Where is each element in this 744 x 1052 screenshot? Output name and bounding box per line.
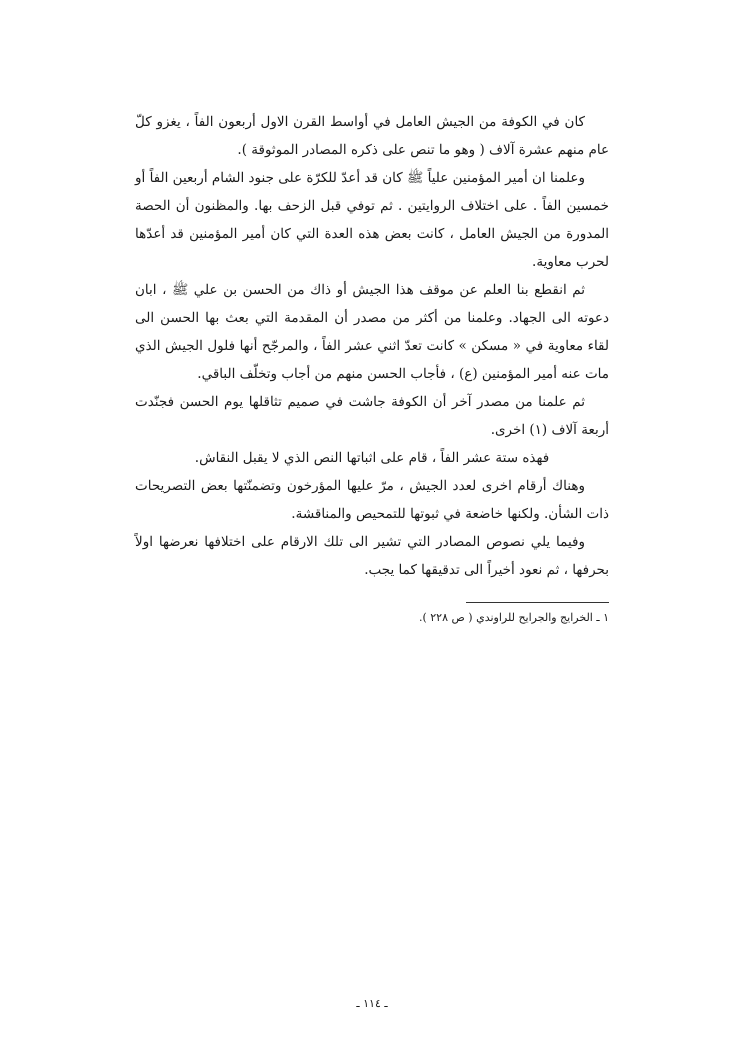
- paragraph-4: ثم علمنا من مصدر آخر أن الكوفة جاشت في صميم تثاقلها يوم الحسن فجنّدت أربعة آلاف (١) اخرى.: [135, 394, 609, 438]
- paragraph-7: وفيما يلي نصوص المصادر التي تشير الى تلك الارقام على اختلافها نعرضها اولاً بحرفها ، ثم نعود أخيراً الى تدقيقها كما يجب.: [135, 534, 609, 578]
- paragraph-5: فهذه ستة عشر الفاً ، قام على اثباتها النص الذي لا يقبل النقاش.: [194, 450, 550, 466]
- paragraph-2: وعلمنا ان أمير المؤمنين علياً ﷺ كان قد أعدّ للكرّة على جنود الشام أربعين الفاً أو خمسين الفاً . على اختلاف الروايتين . ثم توفي قبل الزحف بها. والمظنون أن الحصة المدورة من الجيش العامل ، كانت بعض هذه العدة التي كان أمير المؤمنين قد أعدّها لحرب معاوية.: [135, 170, 609, 270]
- paragraph-3: ثم انقطع بنا العلم عن موقف هذا الجيش أو ذاك من الحسن بن علي ﷺ ، ابان دعوته الى الجهاد. وعلمنا من أكثر من مصدر أن المقدمة التي بعث بها الحسن الى لقاء معاوية في « مسكن » كانت تعدّ اثني عشر الفاً ، والمرجّح أنها فلول الجيش الذي مات عنه أمير المؤمنين (ع) ، فأجاب الحسن منهم من أجاب وتخلّف الباقي.: [135, 282, 609, 382]
- footnote-divider: [466, 602, 609, 603]
- body-text: [135, 108, 609, 584]
- paragraph-6: وهناك أرقام اخرى لعدد الجيش ، مرّ عليها المؤرخون وتضمنّتها بعض التصريحات ذات الشأن. ولكنها خاضعة في ثبوتها للتمحيص والمناقشة.: [135, 478, 609, 522]
- page-number: ـ ١١٤ ـ: [356, 997, 388, 1010]
- paragraph-1: كان في الكوفة من الجيش العامل في أواسط القرن الاول أربعون الفاً ، يغزو كلّ عام منهم عشرة آلاف ( وهو ما تنص على ذكره المصادر الموثوقة ).: [135, 114, 609, 158]
- footnote: ١ ـ الخرايج والجرايح للراوندي ( ص ٢٢٨ ).: [418, 611, 609, 624]
